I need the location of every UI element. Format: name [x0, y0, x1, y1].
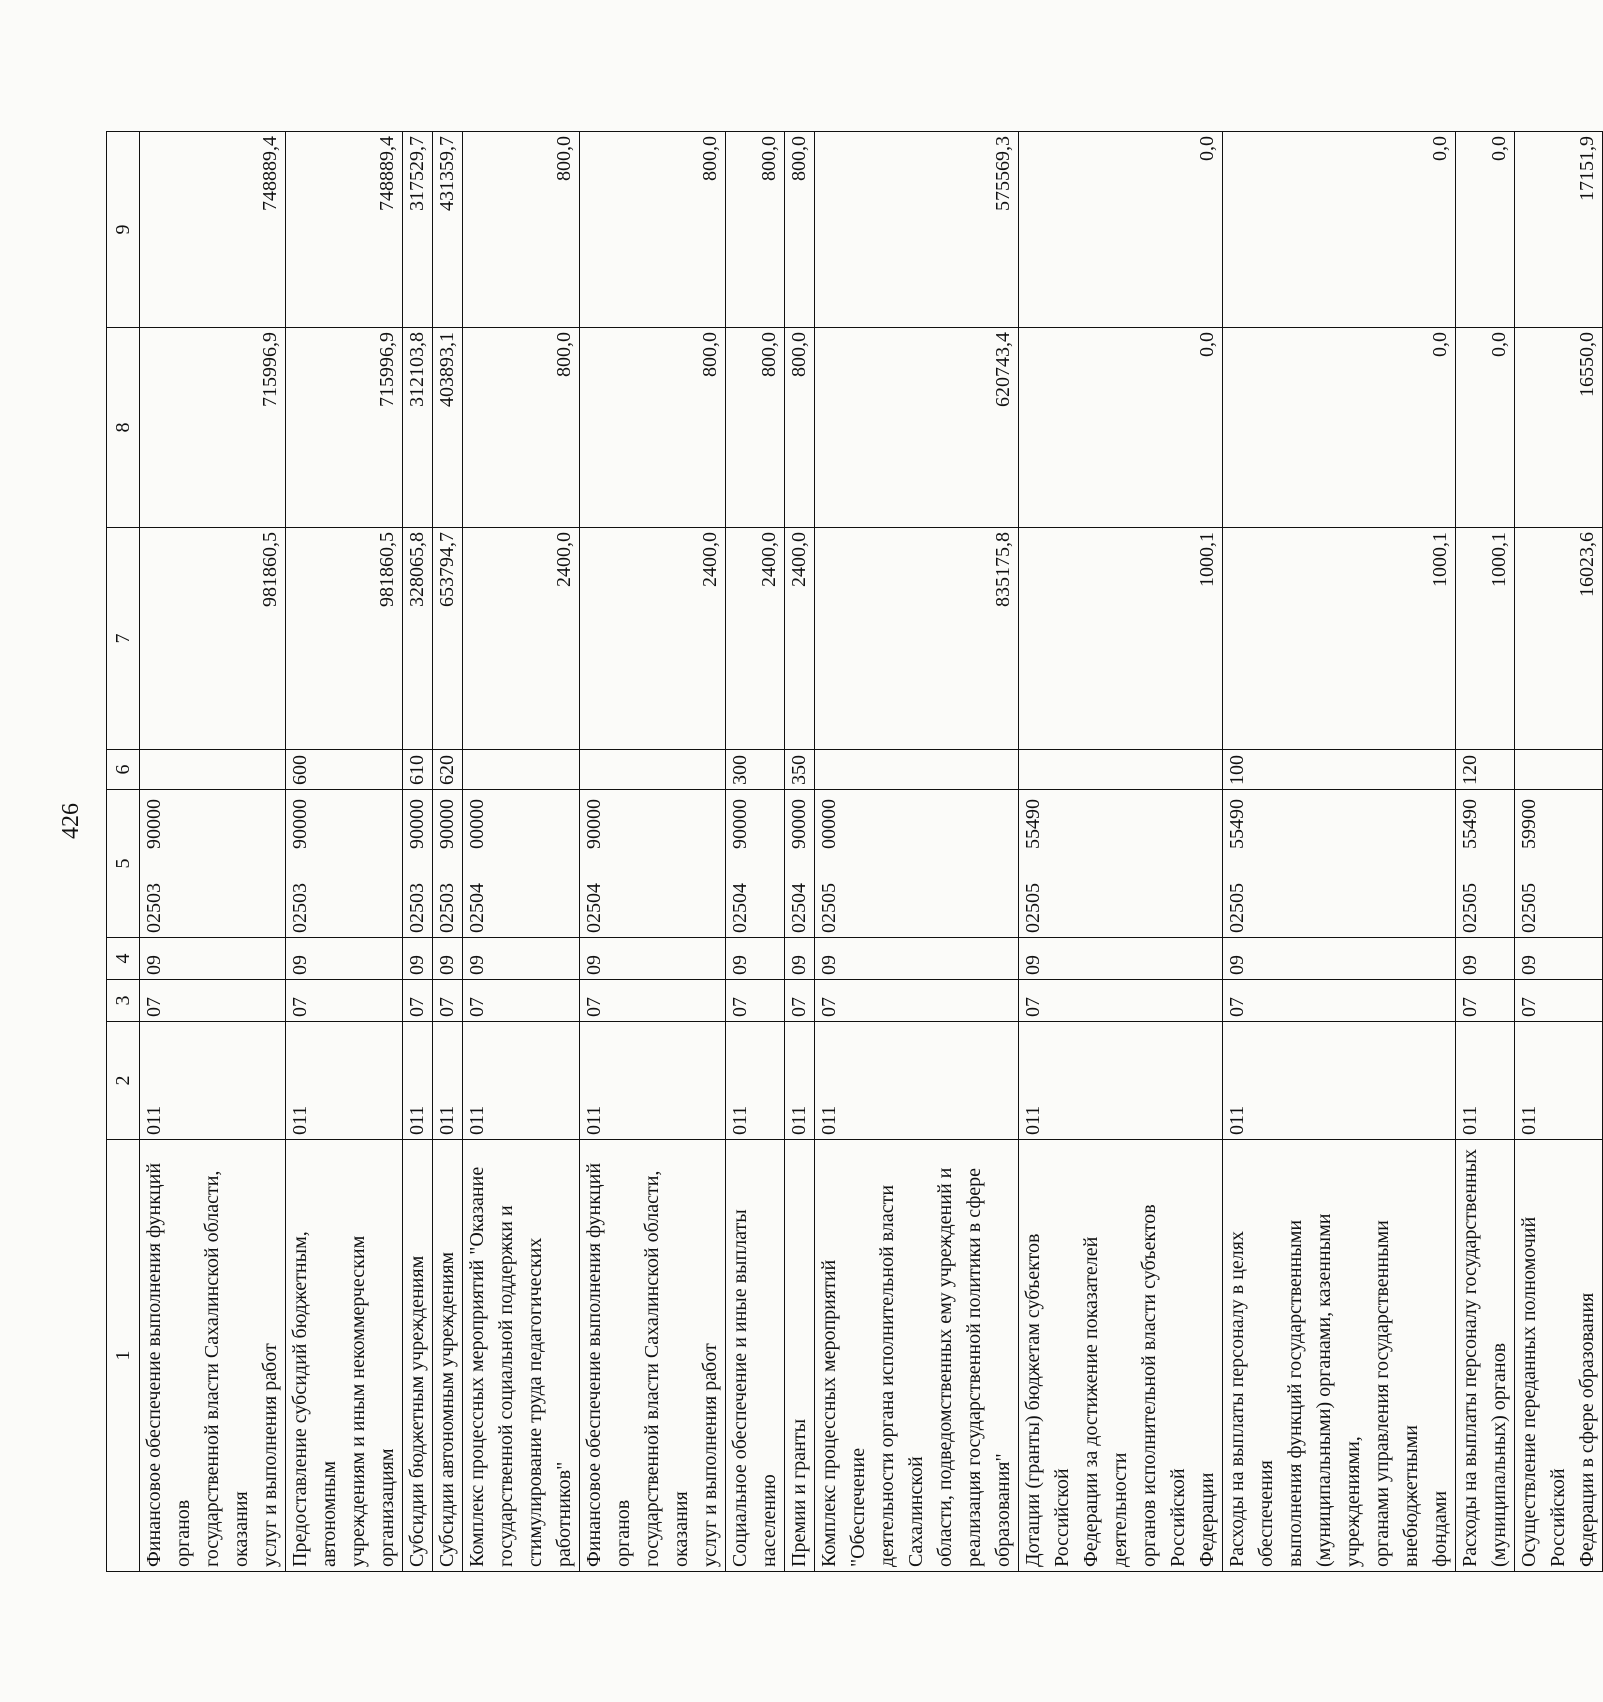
row-value-8: 800,0 [726, 328, 785, 528]
header-cell: 9 [107, 132, 140, 328]
row-description: Социальное обеспечение и иные выплаты населению [726, 1140, 785, 1572]
row-description: Премии и гранты [785, 1140, 815, 1572]
header-cell: 3 [107, 980, 140, 1022]
code-5-pair [726, 794, 755, 933]
row-value-9: 800,0 [463, 132, 580, 328]
row-code-6: 600 [286, 750, 403, 790]
row-code-4: 09 [785, 938, 815, 980]
row-code-6: 100 [1223, 750, 1456, 790]
row-description: Предоставление субсидий бюджетным, автономным учреждениям и иным некоммерческим организациям [286, 1140, 403, 1572]
code-5-pair [286, 794, 315, 933]
table-row [1515, 132, 1603, 1572]
program-code: 02503 [436, 883, 458, 933]
row-value-8: 620743,4 [815, 328, 1019, 528]
code-5-pair [403, 794, 432, 933]
row-value-7: 2400,0 [785, 528, 815, 750]
row-code-4: 09 [140, 938, 286, 980]
row-code-2: 011 [785, 1022, 815, 1140]
header-cell: 5 [107, 790, 140, 938]
row-code-4: 09 [463, 938, 580, 980]
row-code-4: 09 [1456, 938, 1515, 980]
row-value-9: 17151,9 [1515, 132, 1603, 328]
row-code-5 [785, 790, 815, 938]
row-code-6: 350 [785, 750, 815, 790]
row-value-7: 1000,1 [1223, 528, 1456, 750]
header-row [107, 132, 140, 1572]
row-code-6 [463, 750, 580, 790]
row-value-8: 800,0 [785, 328, 815, 528]
row-code-5 [403, 790, 433, 938]
row-value-7: 1000,1 [1456, 528, 1515, 750]
row-code-2: 011 [463, 1022, 580, 1140]
program-code: 02505 [1459, 883, 1481, 933]
row-code-4: 09 [286, 938, 403, 980]
table-row [1456, 132, 1515, 1572]
row-value-8: 715996,9 [140, 328, 286, 528]
row-code-6: 620 [433, 750, 463, 790]
row-description: Финансовое обеспечение выполнения функций органов государственной власти Сахалинской области, оказания услуг и выполнения работ [140, 1140, 286, 1572]
row-code-6: 120 [1456, 750, 1515, 790]
table-row [785, 132, 815, 1572]
table-row [815, 132, 1019, 1572]
code-5-pair [1223, 794, 1252, 933]
header-cell: 8 [107, 328, 140, 528]
row-value-7: 1000,1 [1019, 528, 1223, 750]
code-5-pair [433, 794, 462, 933]
row-code-4: 09 [580, 938, 726, 980]
row-description: Осуществление переданных полномочий Российской Федерации в сфере образования [1515, 1140, 1603, 1572]
row-value-8: 0,0 [1019, 328, 1223, 528]
rotated-table-area [58, 132, 1598, 1572]
header-cell: 6 [107, 750, 140, 790]
row-code-3: 07 [726, 980, 785, 1022]
table-row [1019, 132, 1223, 1572]
row-description: Расходы на выплаты персоналу в целях обеспечения выполнения функций государственными (муниципальными) органами, казенными учреждениями, органами управления государственными внебюджетными фондами [1223, 1140, 1456, 1572]
row-value-8: 16550,0 [1515, 328, 1603, 528]
row-code-6: 300 [726, 750, 785, 790]
row-description: Комплекс процессных мероприятий "Оказание государственной социальной поддержки и стимулирование труда педагогических работников" [463, 1140, 580, 1572]
row-value-8: 403893,1 [433, 328, 463, 528]
row-code-3: 07 [140, 980, 286, 1022]
row-code-5 [580, 790, 726, 938]
row-value-7: 981860,5 [140, 528, 286, 750]
row-value-7: 2400,0 [463, 528, 580, 750]
row-code-2: 011 [1515, 1022, 1603, 1140]
row-value-8: 312103,8 [403, 328, 433, 528]
row-value-7: 16023,6 [1515, 528, 1603, 750]
row-value-9: 0,0 [1456, 132, 1515, 328]
direction-code: 90000 [406, 799, 428, 849]
row-value-7: 835175,8 [815, 528, 1019, 750]
row-code-6 [580, 750, 726, 790]
program-code: 02505 [1518, 883, 1540, 933]
row-code-5 [140, 790, 286, 938]
row-code-3: 07 [580, 980, 726, 1022]
program-code: 02504 [729, 883, 751, 933]
direction-code: 00000 [466, 799, 488, 849]
row-value-9: 0,0 [1019, 132, 1223, 328]
header-cell: 1 [107, 1140, 140, 1572]
code-5-pair [463, 794, 492, 933]
row-value-8: 800,0 [463, 328, 580, 528]
row-code-4: 09 [726, 938, 785, 980]
program-code: 02505 [1022, 883, 1044, 933]
direction-code: 59900 [1518, 799, 1540, 849]
table-row [580, 132, 726, 1572]
row-value-9: 431359,7 [433, 132, 463, 328]
page-number-text: 426 [58, 803, 84, 839]
row-value-8: 800,0 [580, 328, 726, 528]
table-row [403, 132, 433, 1572]
row-code-6 [815, 750, 1019, 790]
program-code: 02503 [143, 883, 165, 933]
row-code-2: 011 [1223, 1022, 1456, 1140]
row-code-5 [726, 790, 785, 938]
table-row [463, 132, 580, 1572]
row-value-8: 715996,9 [286, 328, 403, 528]
direction-code: 90000 [729, 799, 751, 849]
direction-code: 55490 [1459, 799, 1481, 849]
direction-code: 55490 [1022, 799, 1044, 849]
table-row [286, 132, 403, 1572]
program-code: 02505 [1226, 883, 1248, 933]
row-value-9: 575569,3 [815, 132, 1019, 328]
code-5-pair [1456, 794, 1485, 933]
row-code-3: 07 [433, 980, 463, 1022]
header-cell: 2 [107, 1022, 140, 1140]
row-code-2: 011 [1456, 1022, 1515, 1140]
row-code-5 [463, 790, 580, 938]
row-code-4: 09 [815, 938, 1019, 980]
row-value-7: 2400,0 [726, 528, 785, 750]
table-row [1223, 132, 1456, 1572]
direction-code: 90000 [143, 799, 165, 849]
row-value-8: 0,0 [1456, 328, 1515, 528]
header-cell: 7 [107, 528, 140, 750]
row-code-5 [1223, 790, 1456, 938]
budget-table [106, 131, 1603, 1572]
row-value-7: 653794,7 [433, 528, 463, 750]
row-value-7: 2400,0 [580, 528, 726, 750]
row-code-3: 07 [1515, 980, 1603, 1022]
direction-code: 90000 [788, 799, 810, 849]
row-code-4: 09 [1019, 938, 1223, 980]
row-description: Финансовое обеспечение выполнения функций органов государственной власти Сахалинской области, оказания услуг и выполнения работ [580, 1140, 726, 1572]
code-5-pair [140, 794, 169, 933]
row-value-8: 0,0 [1223, 328, 1456, 528]
row-code-3: 07 [785, 980, 815, 1022]
row-code-3: 07 [463, 980, 580, 1022]
row-code-6 [140, 750, 286, 790]
code-5-pair [580, 794, 609, 933]
row-code-3: 07 [1019, 980, 1223, 1022]
row-code-3: 07 [286, 980, 403, 1022]
row-code-2: 011 [403, 1022, 433, 1140]
row-code-2: 011 [140, 1022, 286, 1140]
row-code-5 [286, 790, 403, 938]
direction-code: 90000 [436, 799, 458, 849]
row-code-4: 09 [1515, 938, 1603, 980]
program-code: 02505 [818, 883, 840, 933]
row-code-5 [1019, 790, 1223, 938]
row-value-9: 800,0 [580, 132, 726, 328]
row-description: Комплекс процессных мероприятий "Обеспечение деятельности органа исполнительной власти Сахалинской области, подведомственных ему учреждений и реализация государственной политики в сфере образования" [815, 1140, 1019, 1572]
program-code: 02503 [289, 883, 311, 933]
row-value-9: 0,0 [1223, 132, 1456, 328]
program-code: 02504 [466, 883, 488, 933]
table-row [140, 132, 286, 1572]
direction-code: 90000 [583, 799, 605, 849]
row-code-5 [1515, 790, 1603, 938]
row-code-2: 011 [433, 1022, 463, 1140]
program-code: 02503 [406, 883, 428, 933]
row-value-9: 748889,4 [140, 132, 286, 328]
row-code-5 [815, 790, 1019, 938]
row-code-3: 07 [1456, 980, 1515, 1022]
code-5-pair [1515, 794, 1544, 933]
code-5-pair [1019, 794, 1048, 933]
row-code-3: 07 [815, 980, 1019, 1022]
table-body [107, 132, 1603, 1572]
code-5-pair [815, 794, 844, 933]
direction-code: 90000 [289, 799, 311, 849]
row-code-4: 09 [1223, 938, 1456, 980]
row-value-9: 748889,4 [286, 132, 403, 328]
row-value-9: 800,0 [785, 132, 815, 328]
direction-code: 55490 [1226, 799, 1248, 849]
row-description: Расходы на выплаты персоналу государственных (муниципальных) органов [1456, 1140, 1515, 1572]
row-code-2: 011 [726, 1022, 785, 1140]
program-code: 02504 [583, 883, 605, 933]
program-code: 02504 [788, 883, 810, 933]
code-5-pair [785, 794, 814, 933]
row-code-4: 09 [433, 938, 463, 980]
row-code-2: 011 [1019, 1022, 1223, 1140]
row-code-3: 07 [1223, 980, 1456, 1022]
row-code-6 [1515, 750, 1603, 790]
direction-code: 00000 [818, 799, 840, 849]
row-code-2: 011 [580, 1022, 726, 1140]
row-code-6 [1019, 750, 1223, 790]
row-code-6: 610 [403, 750, 433, 790]
row-value-7: 981860,5 [286, 528, 403, 750]
row-code-5 [433, 790, 463, 938]
row-value-7: 328065,8 [403, 528, 433, 750]
row-code-2: 011 [286, 1022, 403, 1140]
row-code-2: 011 [815, 1022, 1019, 1140]
table-row [726, 132, 785, 1572]
row-description: Субсидии бюджетным учреждениям [403, 1140, 433, 1572]
row-description: Дотации (гранты) бюджетам субъектов Российской Федерации за достижение показателей деятельности органов исполнительной власти субъектов Российской Федерации [1019, 1140, 1223, 1572]
row-code-3: 07 [403, 980, 433, 1022]
row-description: Субсидии автономным учреждениям [433, 1140, 463, 1572]
row-code-4: 09 [403, 938, 433, 980]
header-cell: 4 [107, 938, 140, 980]
row-value-9: 317529,7 [403, 132, 433, 328]
row-code-5 [1456, 790, 1515, 938]
table-row [433, 132, 463, 1572]
row-value-9: 800,0 [726, 132, 785, 328]
